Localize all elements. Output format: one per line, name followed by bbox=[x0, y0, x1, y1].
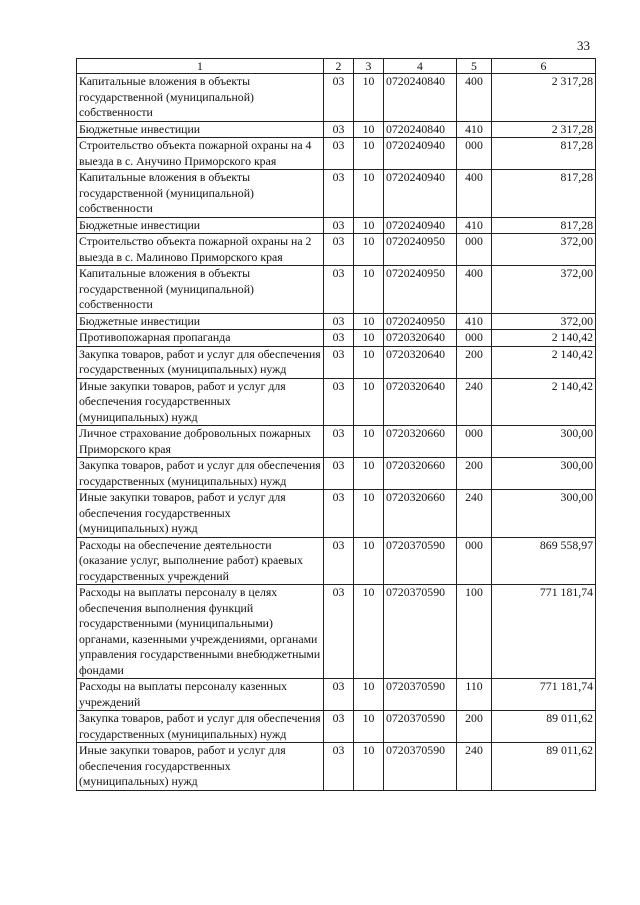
amount: 2 140,42 bbox=[492, 330, 596, 347]
target-article-code: 0720240950 bbox=[384, 266, 457, 314]
expense-type-code: 400 bbox=[457, 266, 492, 314]
expense-type-code: 410 bbox=[457, 121, 492, 138]
expense-type-code: 100 bbox=[457, 585, 492, 679]
amount: 89 011,62 bbox=[492, 743, 596, 791]
section-code: 03 bbox=[324, 426, 354, 458]
table-row bbox=[77, 138, 596, 170]
expense-name: Расходы на выплаты персоналу казенных учреждений bbox=[77, 679, 324, 711]
section-code: 03 bbox=[324, 743, 354, 791]
subsection-code: 10 bbox=[354, 74, 384, 122]
section-code: 03 bbox=[324, 74, 354, 122]
section-code: 03 bbox=[324, 490, 354, 538]
section-code: 03 bbox=[324, 711, 354, 743]
target-article-code: 0720320660 bbox=[384, 490, 457, 538]
table-row bbox=[77, 217, 596, 234]
section-code: 03 bbox=[324, 138, 354, 170]
subsection-code: 10 bbox=[354, 743, 384, 791]
column-header: 1 bbox=[77, 59, 324, 74]
expense-name: Личное страхование добровольных пожарных Приморского края bbox=[77, 426, 324, 458]
section-code: 03 bbox=[324, 266, 354, 314]
amount: 817,28 bbox=[492, 138, 596, 170]
section-code: 03 bbox=[324, 330, 354, 347]
amount: 2 140,42 bbox=[492, 346, 596, 378]
subsection-code: 10 bbox=[354, 217, 384, 234]
column-header: 2 bbox=[324, 59, 354, 74]
target-article-code: 0720370590 bbox=[384, 537, 457, 585]
expense-name: Закупка товаров, работ и услуг для обеспечения государственных (муниципальных) нужд bbox=[77, 711, 324, 743]
amount: 2 140,42 bbox=[492, 378, 596, 426]
amount: 372,00 bbox=[492, 313, 596, 330]
target-article-code: 0720320660 bbox=[384, 458, 457, 490]
section-code: 03 bbox=[324, 458, 354, 490]
expense-type-code: 200 bbox=[457, 711, 492, 743]
section-code: 03 bbox=[324, 313, 354, 330]
expense-name: Иные закупки товаров, работ и услуг для обеспечения государственных (муниципальных) нужд bbox=[77, 743, 324, 791]
target-article-code: 0720240940 bbox=[384, 138, 457, 170]
table-row bbox=[77, 458, 596, 490]
section-code: 03 bbox=[324, 121, 354, 138]
amount: 300,00 bbox=[492, 490, 596, 538]
subsection-code: 10 bbox=[354, 121, 384, 138]
subsection-code: 10 bbox=[354, 346, 384, 378]
table-row bbox=[77, 426, 596, 458]
expense-type-code: 240 bbox=[457, 490, 492, 538]
expense-type-code: 400 bbox=[457, 170, 492, 218]
subsection-code: 10 bbox=[354, 138, 384, 170]
target-article-code: 0720240940 bbox=[384, 170, 457, 218]
expense-name: Расходы на выплаты персоналу в целях обеспечения выполнения функций государственными (муниципальными) органами, казенными учреждениями, органами управления государственными внебюджетными фондами bbox=[77, 585, 324, 679]
expense-name: Строительство объекта пожарной охраны на 4 выезда в с. Анучино Приморского края bbox=[77, 138, 324, 170]
expense-name: Иные закупки товаров, работ и услуг для обеспечения государственных (муниципальных) нужд bbox=[77, 378, 324, 426]
section-code: 03 bbox=[324, 170, 354, 218]
target-article-code: 0720320640 bbox=[384, 378, 457, 426]
target-article-code: 0720370590 bbox=[384, 679, 457, 711]
section-code: 03 bbox=[324, 679, 354, 711]
table-row bbox=[77, 121, 596, 138]
expense-type-code: 000 bbox=[457, 330, 492, 347]
table-row bbox=[77, 537, 596, 585]
subsection-code: 10 bbox=[354, 426, 384, 458]
page-number: 33 bbox=[577, 38, 590, 53]
expense-type-code: 000 bbox=[457, 138, 492, 170]
table-header-row bbox=[77, 59, 596, 74]
target-article-code: 0720320660 bbox=[384, 426, 457, 458]
expense-name: Капитальные вложения в объекты государственной (муниципальной) собственности bbox=[77, 74, 324, 122]
expense-type-code: 410 bbox=[457, 217, 492, 234]
subsection-code: 10 bbox=[354, 313, 384, 330]
amount: 89 011,62 bbox=[492, 711, 596, 743]
amount: 817,28 bbox=[492, 170, 596, 218]
expense-name: Бюджетные инвестиции bbox=[77, 313, 324, 330]
target-article-code: 0720240950 bbox=[384, 234, 457, 266]
subsection-code: 10 bbox=[354, 711, 384, 743]
subsection-code: 10 bbox=[354, 234, 384, 266]
table-row bbox=[77, 679, 596, 711]
table-row bbox=[77, 378, 596, 426]
target-article-code: 0720240840 bbox=[384, 121, 457, 138]
amount: 300,00 bbox=[492, 458, 596, 490]
expense-name: Закупка товаров, работ и услуг для обеспечения государственных (муниципальных) нужд bbox=[77, 458, 324, 490]
section-code: 03 bbox=[324, 217, 354, 234]
expense-name: Строительство объекта пожарной охраны на 2 выезда в с. Малиново Приморского края bbox=[77, 234, 324, 266]
expense-name: Противопожарная пропаганда bbox=[77, 330, 324, 347]
expense-type-code: 110 bbox=[457, 679, 492, 711]
target-article-code: 0720320640 bbox=[384, 330, 457, 347]
amount: 2 317,28 bbox=[492, 74, 596, 122]
table-row bbox=[77, 234, 596, 266]
expense-name: Закупка товаров, работ и услуг для обеспечения государственных (муниципальных) нужд bbox=[77, 346, 324, 378]
section-code: 03 bbox=[324, 234, 354, 266]
amount: 300,00 bbox=[492, 426, 596, 458]
subsection-code: 10 bbox=[354, 170, 384, 218]
expense-type-code: 240 bbox=[457, 378, 492, 426]
target-article-code: 0720240940 bbox=[384, 217, 457, 234]
table-row bbox=[77, 490, 596, 538]
target-article-code: 0720240840 bbox=[384, 74, 457, 122]
subsection-code: 10 bbox=[354, 537, 384, 585]
amount: 817,28 bbox=[492, 217, 596, 234]
subsection-code: 10 bbox=[354, 490, 384, 538]
table-row bbox=[77, 266, 596, 314]
expense-name: Расходы на обеспечение деятельности (оказание услуг, выполнение работ) краевых государственных учреждений bbox=[77, 537, 324, 585]
section-code: 03 bbox=[324, 346, 354, 378]
table-row bbox=[77, 74, 596, 122]
amount: 771 181,74 bbox=[492, 585, 596, 679]
table-row bbox=[77, 711, 596, 743]
amount: 2 317,28 bbox=[492, 121, 596, 138]
column-header: 6 bbox=[492, 59, 596, 74]
table-row bbox=[77, 330, 596, 347]
table-row bbox=[77, 346, 596, 378]
section-code: 03 bbox=[324, 378, 354, 426]
expense-type-code: 000 bbox=[457, 537, 492, 585]
expense-name: Бюджетные инвестиции bbox=[77, 121, 324, 138]
subsection-code: 10 bbox=[354, 378, 384, 426]
target-article-code: 0720370590 bbox=[384, 711, 457, 743]
target-article-code: 0720320640 bbox=[384, 346, 457, 378]
subsection-code: 10 bbox=[354, 266, 384, 314]
expense-type-code: 000 bbox=[457, 234, 492, 266]
target-article-code: 0720370590 bbox=[384, 585, 457, 679]
column-header: 3 bbox=[354, 59, 384, 74]
amount: 869 558,97 bbox=[492, 537, 596, 585]
amount: 771 181,74 bbox=[492, 679, 596, 711]
table-row bbox=[77, 585, 596, 679]
column-header: 5 bbox=[457, 59, 492, 74]
expense-type-code: 200 bbox=[457, 458, 492, 490]
target-article-code: 0720370590 bbox=[384, 743, 457, 791]
expense-name: Капитальные вложения в объекты государственной (муниципальной) собственности bbox=[77, 170, 324, 218]
amount: 372,00 bbox=[492, 234, 596, 266]
section-code: 03 bbox=[324, 585, 354, 679]
budget-table bbox=[76, 58, 596, 791]
subsection-code: 10 bbox=[354, 585, 384, 679]
table-row bbox=[77, 170, 596, 218]
expense-name: Капитальные вложения в объекты государственной (муниципальной) собственности bbox=[77, 266, 324, 314]
expense-type-code: 240 bbox=[457, 743, 492, 791]
target-article-code: 0720240950 bbox=[384, 313, 457, 330]
amount: 372,00 bbox=[492, 266, 596, 314]
subsection-code: 10 bbox=[354, 679, 384, 711]
expense-type-code: 200 bbox=[457, 346, 492, 378]
expense-name: Иные закупки товаров, работ и услуг для обеспечения государственных (муниципальных) нужд bbox=[77, 490, 324, 538]
table-row bbox=[77, 313, 596, 330]
subsection-code: 10 bbox=[354, 330, 384, 347]
expense-type-code: 000 bbox=[457, 426, 492, 458]
section-code: 03 bbox=[324, 537, 354, 585]
expense-type-code: 410 bbox=[457, 313, 492, 330]
subsection-code: 10 bbox=[354, 458, 384, 490]
table-row bbox=[77, 743, 596, 791]
expense-type-code: 400 bbox=[457, 74, 492, 122]
column-header: 4 bbox=[384, 59, 457, 74]
expense-name: Бюджетные инвестиции bbox=[77, 217, 324, 234]
